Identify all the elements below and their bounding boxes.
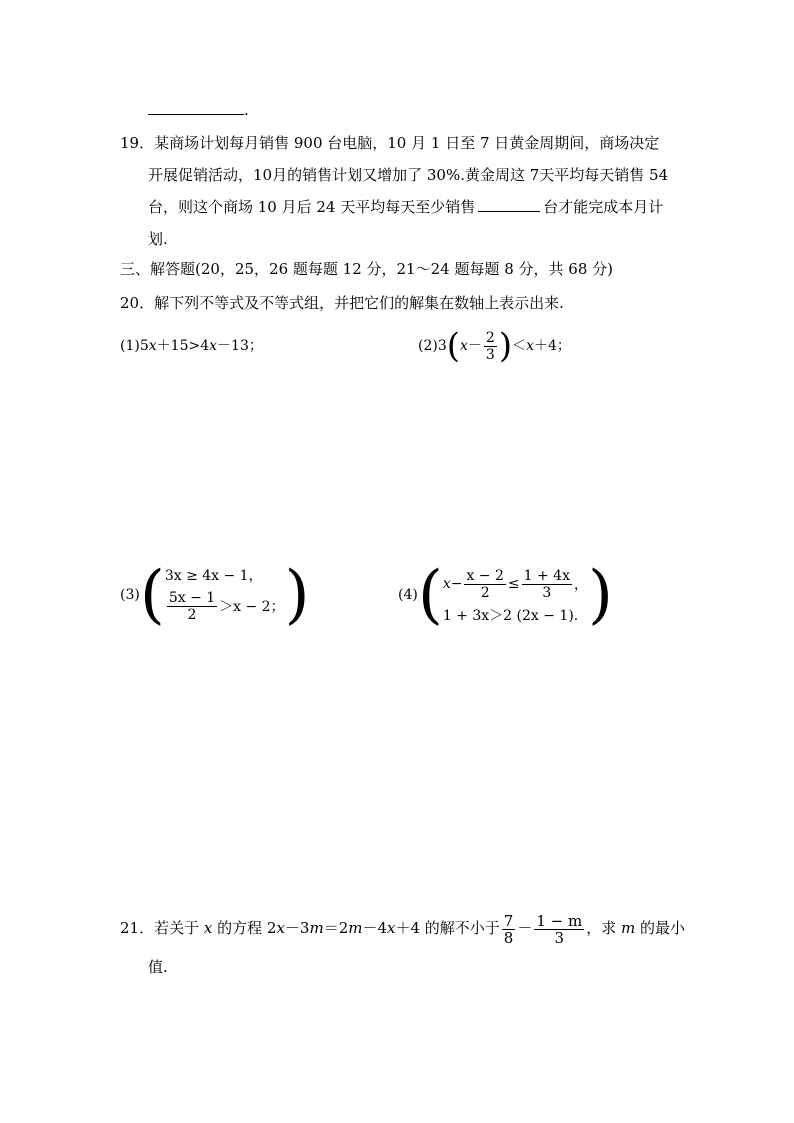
- system-row: $\frac{5x - 1}{2}$ ＞x − 2；: [168, 589, 285, 623]
- q18-answer-line: .: [148, 100, 249, 120]
- q20-part-4: (4) ( x − $\frac{x - 2}{2}$ ≤ $\frac{1 + 4x}{3}$ ， 1 + 3x＞2 (2x − 1). ): [398, 558, 613, 632]
- right-brace: ): [284, 558, 310, 632]
- system-row: 3x ≥ 4x − 1，: [164, 568, 263, 584]
- fraction: $\frac{5x - 1}{2}$: [168, 589, 216, 623]
- inequality-system: [443, 564, 588, 626]
- fraction: $\frac{1 + 4x}{3}$: [523, 567, 570, 601]
- system-row: x − $\frac{x - 2}{2}$ ≤ $\frac{1 + 4x}{3}$ ，: [442, 567, 588, 601]
- answer-blank: [148, 100, 244, 115]
- fraction: $\frac{1 - m}{3}$: [536, 911, 583, 947]
- fraction: $\frac{x - 2}{2}$: [466, 567, 504, 601]
- q20-part-1: (1)5x＋15>4x－13；: [120, 338, 263, 354]
- q20-part-3: (3) ( 3x ≥ 4x − 1， $\frac{5x - 1}{2}$ ＞x − 2； ): [120, 558, 310, 632]
- left-paren: (: [446, 326, 461, 366]
- fraction: $\frac{7}{8}$: [503, 911, 514, 947]
- q21-line-2: 值.: [148, 958, 168, 976]
- q21-line-1: 21．若关于 x 的方程 2x－3m＝2m－4x＋4 的解不小于 $\frac{7}{8}$ － $\frac{1 - m}{3}$ ，求 m 的最小: [120, 911, 686, 947]
- left-brace: (: [417, 558, 443, 632]
- left-brace: (: [139, 558, 165, 632]
- right-brace: ): [587, 558, 613, 632]
- answer-blank: [478, 197, 540, 212]
- q19-line-3: 台，则这个商场 10 月后 24 天平均每天至少销售 台才能完成本月计: [148, 198, 664, 216]
- q20-part-2: (2)3(x－ $\frac{2}{3}$ )＜x＋4；: [418, 326, 571, 366]
- section-heading: 三、解答题(20，25，26 题每题 12 分，21～24 题每题 8 分，共 68 分): [120, 260, 614, 278]
- fraction: $\frac{2}{3}$: [485, 329, 495, 363]
- q19-line-4: 划.: [148, 230, 168, 248]
- q19-line-2: 开展促销活动，10月的销售计划又增加了 30%.黄金周这 7天平均每天销售 54: [148, 166, 669, 184]
- q19-line-1: 19．某商场计划每月销售 900 台电脑，10 月 1 日至 7 日黄金周期间，商场决定: [120, 134, 660, 152]
- system-row: 1 + 3x＞2 (2x − 1).: [442, 608, 579, 624]
- right-paren: ): [498, 326, 513, 366]
- inequality-system: [165, 564, 285, 626]
- q20-title: 20．解下列不等式及不等式组，并把它们的解集在数轴上表示出来.: [120, 294, 564, 312]
